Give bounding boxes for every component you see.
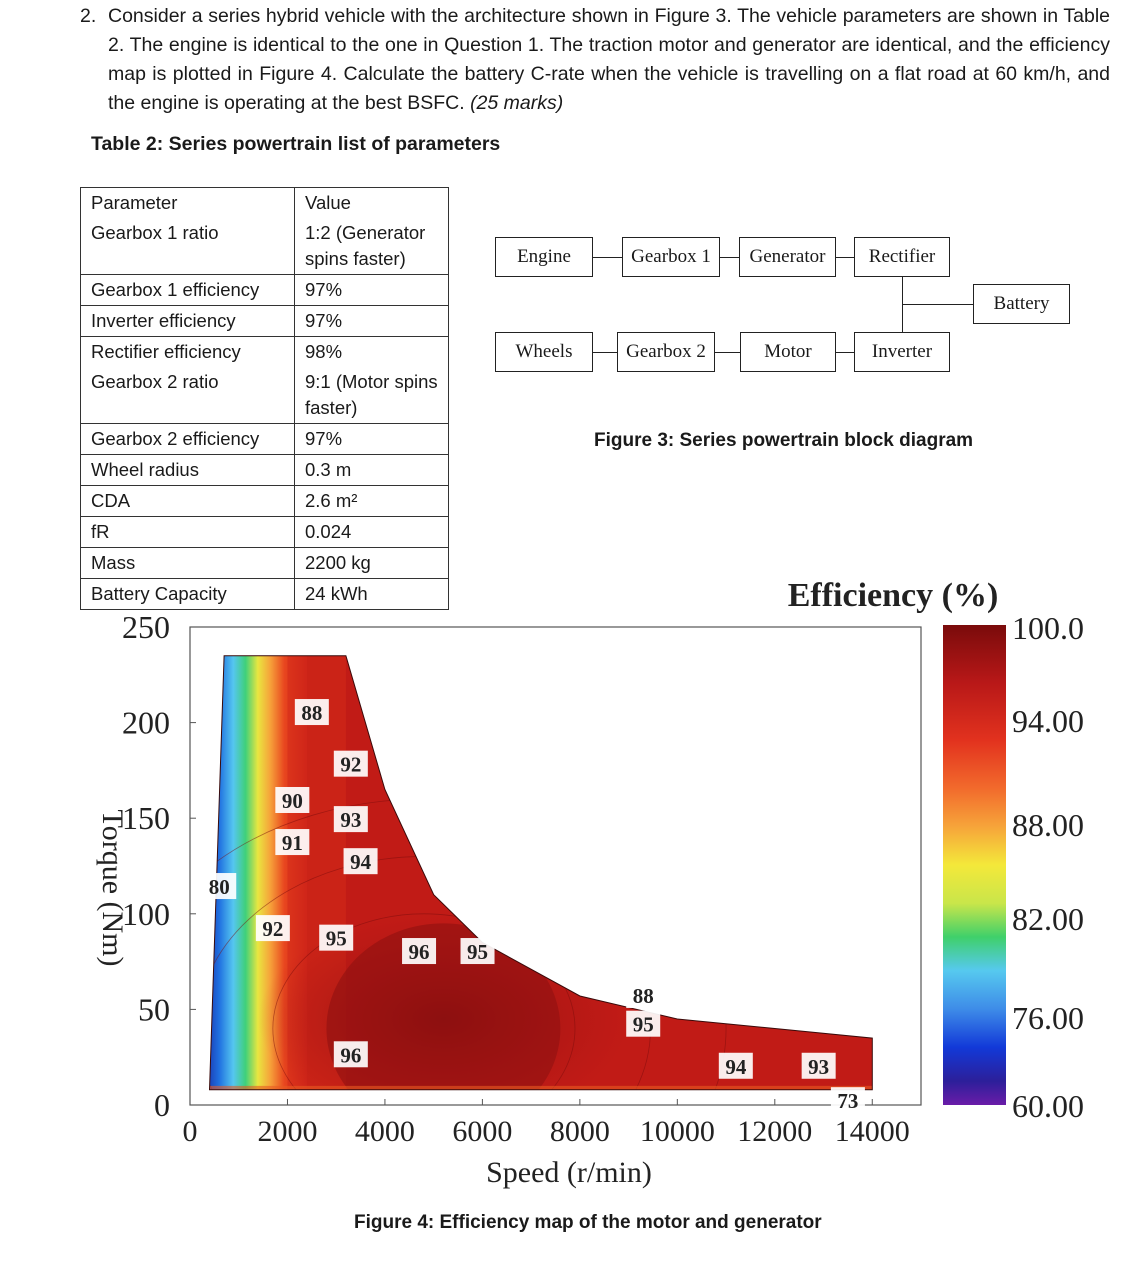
contour-label: 90 <box>281 788 303 813</box>
table-cell-value: 0.024 <box>295 517 449 548</box>
figure-3-caption: Figure 3: Series powertrain block diagram <box>594 430 974 451</box>
contour-label: 88 <box>632 984 654 1009</box>
block-gearbox-2: Gearbox 2 <box>617 332 715 372</box>
table-cell-parameter: Gearbox 2 ratio <box>81 367 295 424</box>
parameters-table <box>80 187 449 610</box>
table-row <box>81 455 449 486</box>
block-gearbox-1: Gearbox 1 <box>622 237 720 277</box>
table-row <box>81 367 449 424</box>
table-cell-value: 97% <box>295 275 449 306</box>
connector <box>593 257 622 258</box>
y-tick-label: 250 <box>122 609 170 645</box>
table-cell-parameter: Gearbox 2 efficiency <box>81 424 295 455</box>
efficiency-map-svg <box>0 570 1134 1210</box>
x-tick-label: 6000 <box>452 1115 513 1148</box>
block-inverter: Inverter <box>854 332 950 372</box>
colorbar-tick-label: 82.00 <box>1012 901 1084 937</box>
table-cell-value: 2200 kg <box>295 548 449 579</box>
contour-label: 94 <box>350 850 372 875</box>
table-cell-value: 97% <box>295 424 449 455</box>
table-cell-parameter: Gearbox 1 ratio <box>81 218 295 275</box>
table-row <box>81 275 449 306</box>
contour-label: 93 <box>340 808 362 833</box>
table-cell-parameter: Battery Capacity <box>81 579 295 610</box>
y-tick-label: 200 <box>122 704 170 741</box>
y-axis-label: Torque (Nm) <box>96 809 129 967</box>
table-caption: Table 2: Series powertrain list of parameters <box>91 133 501 155</box>
x-tick-label: 8000 <box>549 1115 610 1148</box>
contour-label: 95 <box>467 940 489 965</box>
question-marks: (25 marks) <box>470 92 564 114</box>
table-row <box>81 517 449 548</box>
table-cell-value: 2.6 m² <box>295 486 449 517</box>
contour-label: 80 <box>208 875 230 900</box>
contour-label: 96 <box>340 1043 362 1068</box>
table-cell-value: 0.3 m <box>295 455 449 486</box>
contour-label: 88 <box>301 701 323 726</box>
table-row <box>81 337 449 368</box>
connector <box>902 304 973 305</box>
efficiency-map <box>0 570 1134 1210</box>
contour-label: 92 <box>340 752 362 777</box>
table-cell-parameter: Mass <box>81 548 295 579</box>
connector <box>720 257 739 258</box>
contour-label: 93 <box>808 1054 830 1079</box>
contour-label: 96 <box>408 940 430 965</box>
x-axis-label: Speed (r/min) <box>486 1156 652 1189</box>
colorbar <box>943 625 1006 1105</box>
contour-label: 95 <box>325 926 347 951</box>
y-tick-label: 150 <box>122 800 170 837</box>
table-cell-value: 97% <box>295 306 449 337</box>
connector <box>836 352 854 353</box>
y-tick-label: 0 <box>154 1087 170 1123</box>
block-wheels: Wheels <box>495 332 593 372</box>
connector <box>593 352 617 353</box>
contour-label: 92 <box>262 917 284 942</box>
colorbar-tick-label: 76.00 <box>1012 1000 1084 1036</box>
figure-4-caption: Figure 4: Efficiency map of the motor and generator <box>354 1212 822 1233</box>
contour-label: 91 <box>281 831 303 856</box>
table-cell-parameter: CDA <box>81 486 295 517</box>
colorbar-ticks <box>1012 610 1084 1124</box>
contour-label: 73 <box>837 1089 859 1114</box>
y-tick-label: 50 <box>138 991 170 1028</box>
table-cell-parameter: Rectifier efficiency <box>81 337 295 368</box>
table-row <box>81 218 449 275</box>
table-row <box>81 486 449 517</box>
table-cell-parameter: Gearbox 1 efficiency <box>81 275 295 306</box>
x-tick-label: 14000 <box>834 1115 910 1148</box>
table-cell-parameter: fR <box>81 517 295 548</box>
connector <box>715 352 740 353</box>
x-tick-label: 12000 <box>737 1115 813 1148</box>
x-tick-label: 4000 <box>354 1115 415 1148</box>
question-text: Consider a series hybrid vehicle with the architecture shown in Figure 3. The vehicle parameters are shown in Table 2. The engine is identical to the one in Question 1. The traction motor and generator are identical, and the efficiency map is plotted in Figure 4. Calculate the battery C-rate when the vehicle is travelling on a flat road at 60 km/h, and the engine is operating at the best BSFC. <box>108 5 1110 114</box>
table-header-value: Value <box>295 188 449 219</box>
table-cell-value: 24 kWh <box>295 579 449 610</box>
question <box>80 2 1110 118</box>
colorbar-tick-label: 94.00 <box>1012 703 1084 739</box>
table-cell-value: 98% <box>295 337 449 368</box>
connector <box>836 257 854 258</box>
y-tick-label: 100 <box>122 895 170 932</box>
block-motor: Motor <box>740 332 836 372</box>
chart-title: Efficiency (%) <box>787 577 999 614</box>
x-tick-label: 10000 <box>639 1115 715 1148</box>
colorbar-tick-label: 100.0 <box>1012 610 1084 646</box>
colorbar-tick-label: 88.00 <box>1012 807 1084 843</box>
table-row <box>81 424 449 455</box>
table-header-parameter: Parameter <box>81 188 295 219</box>
question-number: 2. <box>80 5 97 27</box>
x-tick-label: 0 <box>182 1115 198 1148</box>
colorbar-tick-label: 60.00 <box>1012 1088 1084 1124</box>
table-cell-parameter: Wheel radius <box>81 455 295 486</box>
block-engine: Engine <box>495 237 593 277</box>
table-row <box>81 306 449 337</box>
table-cell-value: 1:2 (Generator spins faster) <box>295 218 449 275</box>
x-tick-label: 2000 <box>257 1115 318 1148</box>
block-rectifier: Rectifier <box>854 237 950 277</box>
table-cell-value: 9:1 (Motor spins faster) <box>295 367 449 424</box>
table-cell-parameter: Inverter efficiency <box>81 306 295 337</box>
contour-label: 95 <box>632 1012 654 1037</box>
block-battery: Battery <box>973 284 1070 324</box>
block-generator: Generator <box>739 237 836 277</box>
contour-label: 94 <box>725 1054 747 1079</box>
